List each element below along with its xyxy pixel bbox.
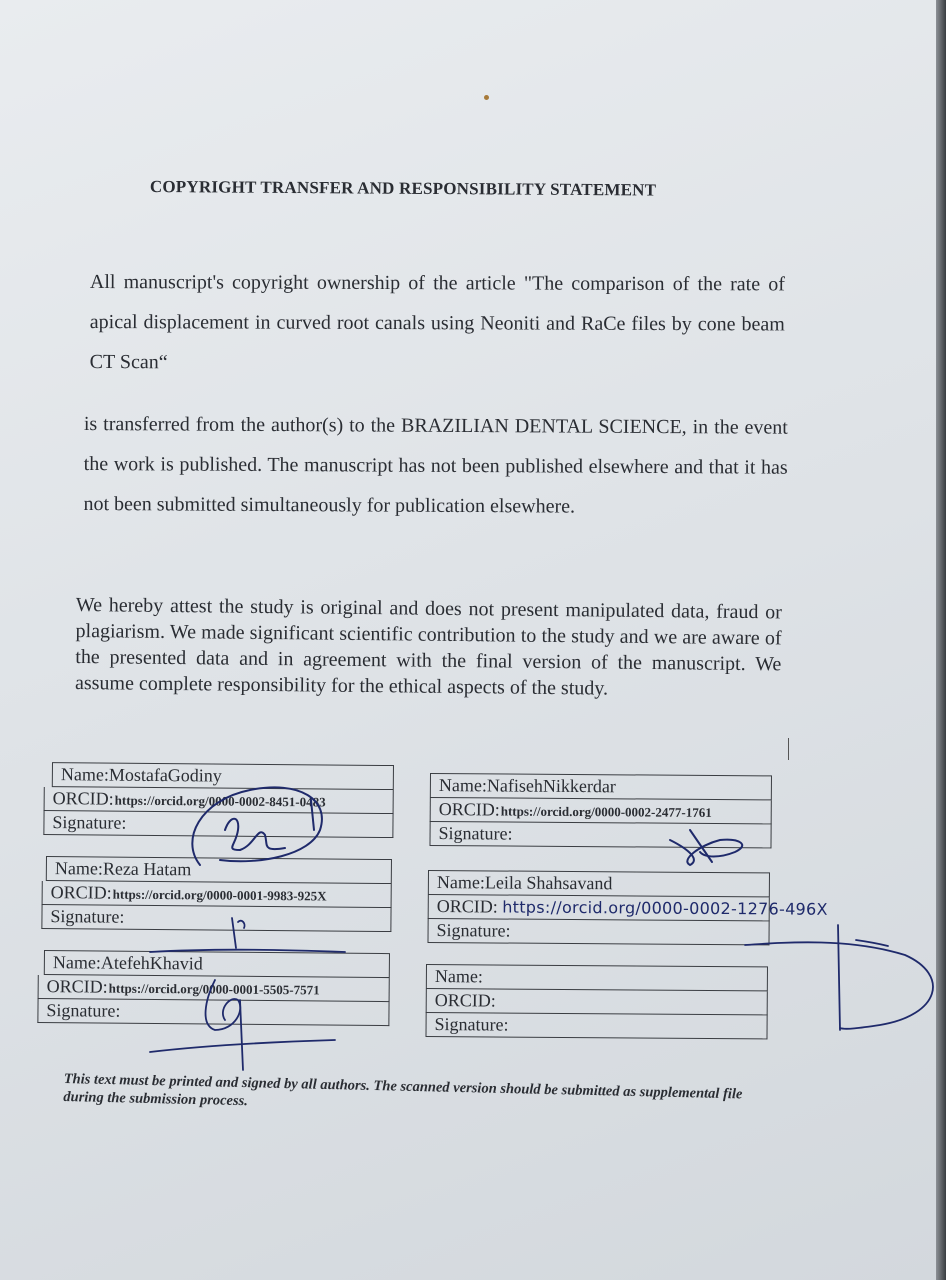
name-row: Name:Leila Shahsavand (428, 870, 770, 897)
footer-instructions: This text must be printed and signed by all authors. The scanned version should be submitted as supplemental file during the submission process. (63, 1070, 743, 1110)
signature-leila (745, 925, 933, 1030)
signature-row: Signature: (429, 822, 771, 848)
name-row: Name:AtefehKhavid (44, 950, 390, 978)
orcid-row: ORCID: (426, 989, 768, 1015)
author-name: AtefehKhavid (100, 952, 203, 974)
name-row: Name:Reza Hatam (46, 856, 392, 884)
name-row: Name:MostafaGodiny (52, 762, 394, 790)
name-row: Name: (426, 964, 768, 991)
signature-row: Signature: (43, 811, 393, 838)
orcid-link[interactable]: https://orcid.org/0000-0002-8451-0483 (114, 792, 326, 810)
paragraph-transfer: is transferred from the author(s) to the BRAZILIAN DENTAL SCIENCE, in the event the work is published. The manuscript has not been published elsewhere and that it has not been submitted simultaneously for publication elsewhere. (83, 412, 788, 518)
orcid-row: ORCID:https://orcid.org/0000-0002-2477-1761 (430, 798, 772, 824)
name-row: Name:NafisehNikkerdar (430, 773, 772, 800)
paper-speck (484, 95, 489, 100)
paragraph-copyright-ownership: All manuscript's copyright ownership of the article "The comparison of the rate of apical displacement in curved root canals using Neoniti and RaCe files by cone beam CT Scan“ (89, 270, 785, 374)
author-name: Leila Shahsavand (484, 872, 613, 894)
author-box-4 (429, 773, 772, 848)
paper-edge (936, 0, 946, 1280)
author-name: MostafaGodiny (108, 764, 222, 786)
orcid-link[interactable]: https://orcid.org/0000-0001-5505-7571 (108, 980, 320, 998)
signature-row: Signature: (37, 999, 389, 1026)
orcid-row: ORCID:https://orcid.org/0000-0001-9983-925X (42, 881, 392, 908)
orcid-link[interactable]: https://orcid.org/0000-0001-9983-925X (112, 886, 327, 904)
author-box-2 (41, 856, 392, 932)
signature-row: Signature: (425, 1013, 767, 1039)
author-box-6-blank (425, 964, 768, 1039)
author-box-5 (427, 870, 828, 945)
document-title: COPYRIGHT TRANSFER AND RESPONSIBILITY STATEMENT (149, 177, 657, 200)
author-name: Reza Hatam (102, 858, 192, 880)
signature-row: Signature: (427, 919, 769, 945)
author-name: NafisehNikkerdar (486, 775, 616, 797)
orcid-row: ORCID:https://orcid.org/0000-0001-5505-7571 (38, 975, 390, 1002)
author-box-3 (37, 950, 390, 1026)
paragraph-attestation: We hereby attest the study is original and does not present manipulated data, fraud or plagiarism. We made significant scientific contribution to the study and we are aware of the presented data and in agreement with the final version of the manuscript. We assume complete responsibility for the ethical aspects of the study. (74, 593, 782, 700)
orcid-link[interactable]: https://orcid.org/0000-0002-2477-1761 (500, 803, 712, 820)
pen-mark (788, 738, 789, 760)
orcid-row: ORCID: https://orcid.org/0000-0002-1276-496X (428, 895, 770, 921)
handwritten-orcid[interactable]: https://orcid.org/0000-0002-1276-496X (502, 897, 828, 919)
orcid-row: ORCID:https://orcid.org/0000-0002-8451-0483 (44, 787, 394, 814)
author-box-1 (43, 762, 394, 838)
signature-row: Signature: (41, 905, 391, 932)
